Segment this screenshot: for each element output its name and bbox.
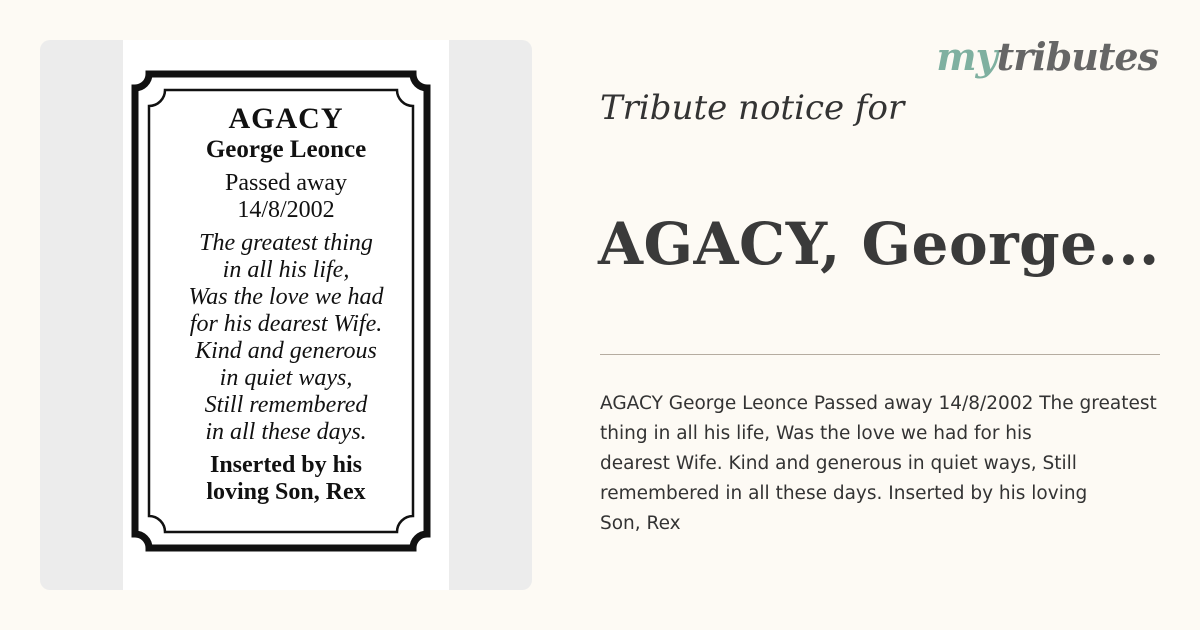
transcript-line: remembered in all these days. Inserted by his loving <box>600 483 1088 504</box>
notice-surname: AGACY <box>228 102 344 135</box>
mytributes-logo[interactable] <box>936 34 1158 79</box>
notice-verse-line: in all his life, <box>222 257 350 283</box>
notice-inserted-line: Inserted by his <box>209 452 363 478</box>
notice-text <box>161 102 411 506</box>
transcript-line: thing in all his life, Was the love we had for his <box>600 423 1032 444</box>
page-subtitle: Tribute notice for <box>600 88 905 128</box>
notice-verse-line: for his dearest Wife. <box>189 311 383 337</box>
notice-verse-line: The greatest thing <box>199 230 373 256</box>
notice-inserted <box>161 452 411 506</box>
notice-verse-line: Was the love we had <box>188 284 384 310</box>
notice-image <box>40 40 532 590</box>
notice-passed-line: Passed away <box>225 170 347 196</box>
notice-verse-line: in all these days. <box>205 419 367 445</box>
notice-verse-line: Kind and generous <box>195 338 377 364</box>
notice-passed <box>161 170 411 224</box>
divider <box>600 354 1160 355</box>
notice-passed-date: 14/8/2002 <box>237 197 335 223</box>
logo-my: my <box>936 34 997 79</box>
notice-inserted-line: loving Son, Rex <box>206 479 366 505</box>
page-title: AGACY, George... <box>598 210 1160 278</box>
transcript-line: AGACY George Leonce Passed away 14/8/2002 The greatest <box>600 393 1157 414</box>
notice-verse-line: in quiet ways, <box>219 365 353 391</box>
notice-name: George Leonce <box>205 136 367 163</box>
transcript-line: Son, Rex <box>600 513 681 534</box>
notice-transcript <box>600 389 1200 539</box>
transcript-line: dearest Wife. Kind and generous in quiet ways, Still <box>600 453 1077 474</box>
notice-verse-line: Still remembered <box>204 392 368 418</box>
notice-verse <box>161 230 411 446</box>
logo-tributes: tributes <box>996 34 1158 79</box>
notice-paper <box>123 40 449 590</box>
